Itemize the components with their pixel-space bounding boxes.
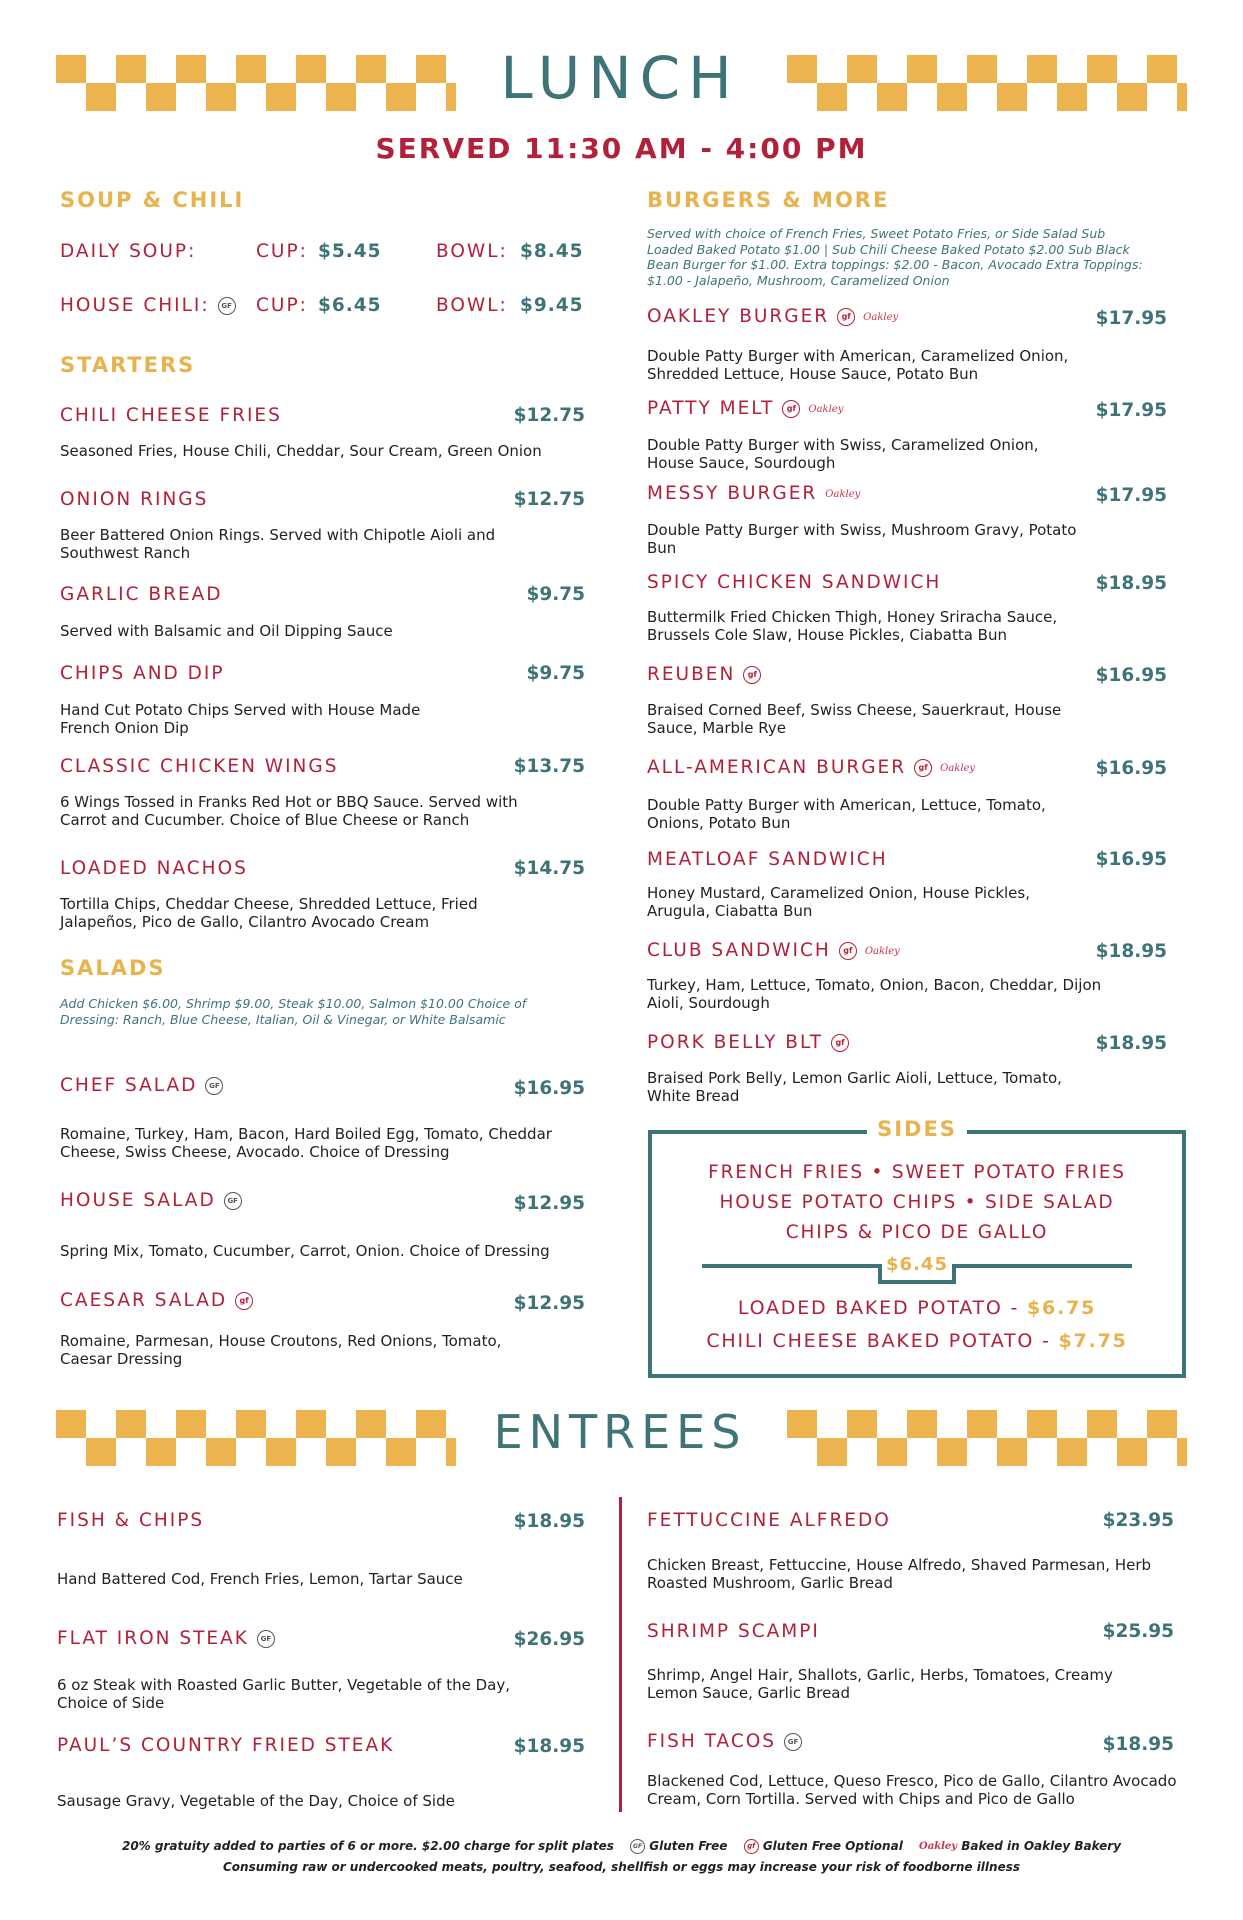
menu-item-description: Double Patty Burger with Swiss, Mushroom Gravy, Potato Bun — [647, 521, 1077, 557]
menu-item-price: $16.95 — [1095, 849, 1167, 870]
menu-item-price: $23.95 — [1102, 1510, 1174, 1531]
menu-item-label: FLAT IRON STEAK — [57, 1628, 249, 1649]
house-chili-cup-price: $6.45 — [318, 295, 382, 316]
loaded-baked-potato-label: LOADED BAKED POTATO - — [737, 1297, 1028, 1319]
oakley-bakery-icon: Oakley — [864, 945, 900, 957]
menu-item-price: $17.95 — [1095, 485, 1167, 506]
gluten-free-optional-icon: gf — [837, 308, 855, 326]
menu-item-price: $12.75 — [513, 405, 585, 426]
menu-item-price: $9.75 — [526, 663, 585, 684]
sides-divider-right — [952, 1264, 1132, 1268]
menu-item-description: Double Patty Burger with American, Caramelized Onion, Shredded Lettuce, House Sauce, Potato Bun — [647, 347, 1069, 383]
sides-divider-left — [702, 1264, 882, 1268]
menu-item-label: CAESAR SALAD — [60, 1290, 228, 1311]
menu-item-name: LOADED NACHOS — [60, 858, 248, 879]
gluten-free-legend: Gluten Free — [649, 1839, 728, 1853]
checker-pattern-right — [787, 1410, 1187, 1466]
menu-item-price: $18.95 — [1102, 1734, 1174, 1755]
house-chili-label — [60, 295, 236, 316]
menu-item-price: $17.95 — [1095, 400, 1167, 421]
loaded-baked-potato — [652, 1297, 1182, 1319]
house-chili-cup-label: CUP: — [256, 295, 308, 316]
house-chili-text: HOUSE CHILI: — [60, 295, 210, 316]
chili-cheese-baked-potato-price: $7.75 — [1058, 1330, 1128, 1352]
menu-item-label: PORK BELLY BLT — [647, 1032, 824, 1053]
loaded-baked-potato-price: $6.75 — [1027, 1297, 1097, 1319]
menu-item-description: 6 Wings Tossed in Franks Red Hot or BBQ Sauce. Served with Carrot and Cucumber. Choice of Blue Cheese or Ranch — [60, 793, 518, 829]
menu-item-name — [647, 1032, 849, 1053]
gluten-free-icon: GF — [205, 1077, 223, 1095]
menu-item-price: $16.95 — [513, 1078, 585, 1099]
menu-item-label: OAKLEY BURGER — [647, 306, 830, 327]
house-chili-bowl-label: BOWL: — [436, 295, 508, 316]
section-heading-starters: STARTERS — [60, 353, 196, 377]
menu-item-description: 6 oz Steak with Roasted Garlic Butter, Vegetable of the Day, Choice of Side — [57, 1676, 510, 1712]
menu-item-name — [60, 1290, 253, 1311]
gratuity-note: 20% gratuity added to parties of 6 or more. $2.00 charge for split plates — [121, 1839, 614, 1853]
gluten-free-icon: GF — [257, 1630, 275, 1648]
menu-item-name: SPICY CHICKEN SANDWICH — [647, 572, 942, 593]
menu-item-price: $26.95 — [513, 1629, 585, 1650]
menu-item-name: CHILI CHEESE FRIES — [60, 405, 282, 426]
menu-item-name: GARLIC BREAD — [60, 584, 223, 605]
oakley-bakery-icon: Oakley — [808, 403, 844, 415]
gluten-free-optional-icon: gf — [839, 942, 857, 960]
gluten-free-icon: GF — [218, 297, 236, 315]
menu-item-label: PATTY MELT — [647, 398, 775, 419]
menu-item-description: Seasoned Fries, House Chili, Cheddar, Sour Cream, Green Onion — [60, 442, 542, 460]
menu-item-label: CLUB SANDWICH — [647, 940, 831, 961]
menu-item-description: Served with Balsamic and Oil Dipping Sauce — [60, 622, 393, 640]
burgers-note: Served with choice of French Fries, Sweet Potato Fries, or Side Salad Sub Loaded Baked Potato $1.00 | Sub Chili Cheese Baked Potato $2.00 Sub Black Bean Burger for $1.00. Extra toppings: $2.00 - Bacon, Avocado Extra Toppings: $1.00 - Jalapeño, Mushroom, Caramelized Onion — [647, 226, 1143, 288]
daily-soup-bowl-label: BOWL: — [436, 241, 508, 262]
menu-item-price: $12.95 — [513, 1193, 585, 1214]
served-hours: SERVED 11:30 AM - 4:00 PM — [375, 132, 868, 165]
menu-item-description: Tortilla Chips, Cheddar Cheese, Shredded Lettuce, Fried Jalapeños, Pico de Gallo, Cilantro Avocado Cream — [60, 895, 478, 931]
menu-item-name — [57, 1628, 275, 1649]
menu-item-description: Romaine, Parmesan, House Croutons, Red Onions, Tomato, Caesar Dressing — [60, 1332, 502, 1368]
menu-item-description: Shrimp, Angel Hair, Shallots, Garlic, Herbs, Tomatoes, Creamy Lemon Sauce, Garlic Bread — [647, 1666, 1113, 1702]
menu-item-price: $13.75 — [513, 756, 585, 777]
sides-line-1: FRENCH FRIES • SWEET POTATO FRIES — [708, 1162, 1126, 1183]
gluten-free-optional-icon: gf — [914, 759, 932, 777]
menu-item-name — [647, 483, 860, 504]
gluten-free-optional-icon: gf — [235, 1292, 253, 1310]
menu-item-name: ONION RINGS — [60, 489, 209, 510]
daily-soup-bowl-price: $8.45 — [520, 241, 584, 262]
gluten-free-optional-icon: gf — [831, 1034, 849, 1052]
menu-item-name — [60, 1075, 223, 1096]
footer-legend — [0, 1839, 1243, 1854]
menu-item-name: PAUL’S COUNTRY FRIED STEAK — [57, 1735, 395, 1756]
gluten-free-optional-icon: gf — [744, 1839, 759, 1854]
menu-item-description: Double Patty Burger with American, Lettuce, Tomato, Onions, Potato Bun — [647, 796, 1046, 832]
menu-item-price: $17.95 — [1095, 308, 1167, 329]
menu-item-label: CHEF SALAD — [60, 1075, 198, 1096]
sides-line-3: CHIPS & PICO DE GALLO — [785, 1222, 1049, 1243]
oakley-bakery-icon: Oakley — [940, 762, 976, 774]
oakley-bakery-icon: Oakley — [863, 311, 899, 323]
sides-heading: SIDES — [867, 1117, 967, 1141]
sides-line-2: HOUSE POTATO CHIPS • SIDE SALAD — [719, 1192, 1115, 1213]
entrees-title: ENTREES — [493, 1405, 747, 1459]
section-heading-soup: SOUP & CHILI — [60, 188, 245, 212]
gluten-free-icon: GF — [224, 1192, 242, 1210]
menu-item-name — [647, 1731, 802, 1752]
menu-item-description: Blackened Cod, Lettuce, Queso Fresco, Pico de Gallo, Cilantro Avocado Cream, Corn Tortilla. Served with Chips and Pico de Gallo — [647, 1772, 1177, 1808]
menu-item-price: $14.75 — [513, 858, 585, 879]
menu-item-description: Hand Battered Cod, French Fries, Lemon, Tartar Sauce — [57, 1570, 463, 1588]
menu-item-description: Double Patty Burger with Swiss, Caramelized Onion, House Sauce, Sourdough — [647, 436, 1039, 472]
menu-item-description: Braised Pork Belly, Lemon Garlic Aioli, Lettuce, Tomato, White Bread — [647, 1069, 1062, 1105]
chili-cheese-baked-potato-label: CHILI CHEESE BAKED POTATO - — [706, 1330, 1059, 1352]
daily-soup-label: DAILY SOUP: — [60, 241, 197, 262]
menu-item-name: CLASSIC CHICKEN WINGS — [60, 756, 339, 777]
menu-item-description: Chicken Breast, Fettuccine, House Alfredo, Shaved Parmesan, Herb Roasted Mushroom, Garlic Bread — [647, 1556, 1152, 1592]
gluten-free-icon: GF — [630, 1839, 645, 1854]
sides-box — [648, 1117, 1186, 1378]
food-safety-warning: Consuming raw or undercooked meats, poultry, seafood, shellfish or eggs may increase your risk of foodborne illness — [222, 1860, 1020, 1874]
salads-note: Add Chicken $6.00, Shrimp $9.00, Steak $10.00, Salmon $10.00 Choice of Dressing: Ranch, Blue Cheese, Italian, Oil & Vinegar, or White Balsamic — [60, 996, 527, 1027]
checker-pattern-right — [787, 55, 1187, 111]
menu-item-description: Braised Corned Beef, Swiss Cheese, Sauerkraut, House Sauce, Marble Rye — [647, 701, 1062, 737]
menu-item-description: Honey Mustard, Caramelized Onion, House Pickles, Arugula, Ciabatta Bun — [647, 884, 1030, 920]
menu-item-description: Spring Mix, Tomato, Cucumber, Carrot, Onion. Choice of Dressing — [60, 1242, 550, 1260]
menu-item-name — [647, 664, 761, 685]
entrees-column-divider — [619, 1497, 622, 1812]
menu-item-name — [647, 398, 843, 419]
menu-item-price: $9.75 — [526, 584, 585, 605]
menu-item-price: $18.95 — [513, 1511, 585, 1532]
menu-item-name: FISH & CHIPS — [57, 1510, 205, 1531]
checker-pattern-left — [56, 55, 456, 111]
lunch-title: LUNCH — [500, 44, 740, 112]
checker-pattern-left — [56, 1410, 456, 1466]
gluten-free-optional-legend: Gluten Free Optional — [762, 1839, 903, 1853]
menu-item-description: Hand Cut Potato Chips Served with House Made French Onion Dip — [60, 701, 421, 737]
menu-item-price: $12.95 — [513, 1293, 585, 1314]
gluten-free-optional-icon: gf — [782, 400, 800, 418]
menu-item-label: REUBEN — [647, 664, 736, 685]
baked-legend: Baked in Oakley Bakery — [961, 1839, 1122, 1853]
gluten-free-icon: GF — [784, 1733, 802, 1751]
daily-soup-cup-price: $5.45 — [318, 241, 382, 262]
menu-item-name — [647, 306, 898, 327]
menu-item-price: $16.95 — [1095, 758, 1167, 779]
menu-item-name — [647, 940, 900, 961]
menu-item-label: ALL-AMERICAN BURGER — [647, 757, 907, 778]
menu-item-label: MESSY BURGER — [647, 483, 818, 504]
section-heading-salads: SALADS — [60, 956, 166, 980]
sides-price: $6.45 — [886, 1254, 948, 1275]
menu-item-description: Buttermilk Fried Chicken Thigh, Honey Sriracha Sauce, Brussels Cole Slaw, House Pickles, Ciabatta Bun — [647, 608, 1058, 644]
menu-item-name: CHIPS AND DIP — [60, 663, 225, 684]
menu-item-price: $25.95 — [1102, 1621, 1174, 1642]
menu-item-description: Beer Battered Onion Rings. Served with Chipotle Aioli and Southwest Ranch — [60, 526, 496, 562]
menu-item-description: Sausage Gravy, Vegetable of the Day, Choice of Side — [57, 1792, 455, 1810]
menu-item-description: Turkey, Ham, Lettuce, Tomato, Onion, Bacon, Cheddar, Dijon Aioli, Sourdough — [647, 976, 1102, 1012]
menu-item-price: $18.95 — [1095, 941, 1167, 962]
oakley-bakery-icon: Oakley — [825, 488, 861, 500]
sides-divider-bottom — [878, 1280, 956, 1284]
menu-item-name: FETTUCCINE ALFREDO — [647, 1510, 891, 1531]
menu-item-price: $12.75 — [513, 489, 585, 510]
menu-item-name: SHRIMP SCAMPI — [647, 1621, 820, 1642]
menu-item-price: $18.95 — [513, 1736, 585, 1757]
oakley-bakery-icon: Oakley — [919, 1841, 958, 1852]
menu-item-price: $16.95 — [1095, 665, 1167, 686]
daily-soup-cup-label: CUP: — [256, 241, 308, 262]
menu-item-price: $18.95 — [1095, 573, 1167, 594]
menu-item-name: MEATLOAF SANDWICH — [647, 849, 888, 870]
chili-cheese-baked-potato — [652, 1330, 1182, 1352]
menu-item-label: FISH TACOS — [647, 1731, 777, 1752]
menu-item-name — [647, 757, 975, 778]
menu-item-label: HOUSE SALAD — [60, 1190, 216, 1211]
house-chili-bowl-price: $9.45 — [520, 295, 584, 316]
menu-item-name — [60, 1190, 242, 1211]
gluten-free-optional-icon: gf — [743, 666, 761, 684]
section-heading-burgers: BURGERS & MORE — [647, 188, 890, 212]
menu-item-description: Romaine, Turkey, Ham, Bacon, Hard Boiled Egg, Tomato, Cheddar Cheese, Swiss Cheese, Avocado. Choice of Dressing — [60, 1125, 552, 1161]
menu-item-price: $18.95 — [1095, 1033, 1167, 1054]
